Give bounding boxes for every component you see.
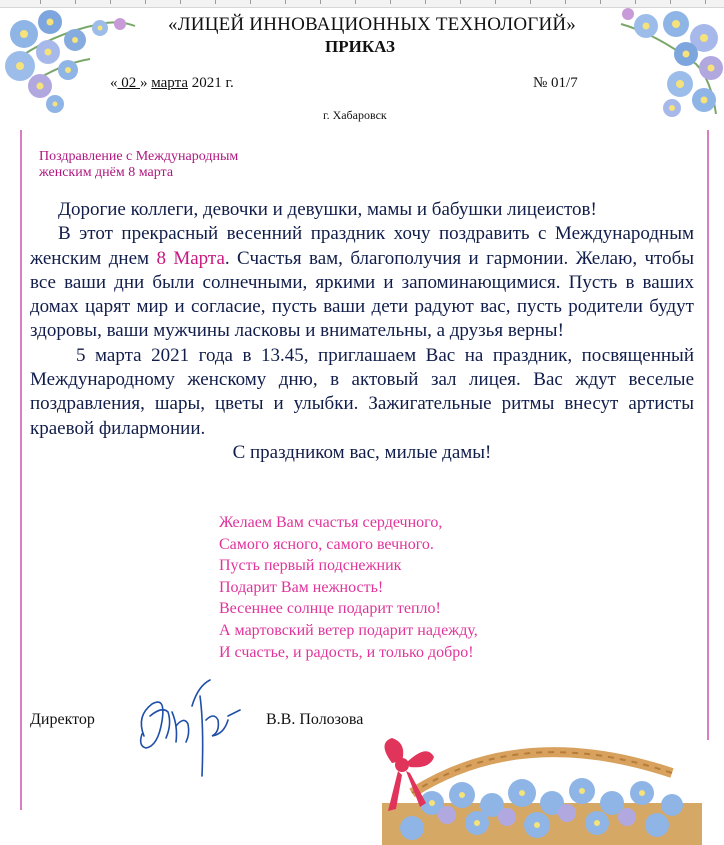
signature-role: Директор [30,711,95,728]
flowers-top-right-decoration [616,4,724,122]
poem-line: Весеннее солнце подарит тепло! [219,600,441,618]
right-border-line [707,130,709,740]
subject-line-1: Поздравление с Международным [39,149,239,164]
holiday-highlight: 8 Марта [156,247,225,269]
poem-line: А мартовский ветер подарит надежду, [219,621,478,639]
poem-line: Подарит Вам нежность! [219,578,384,596]
date-close-quote: » [140,75,148,91]
date-year: 2021 г. [191,75,234,91]
congratulation-text-end: . Счастья вам, благополучия и гармонии. Желаю, чтобы все ваши дни были солнечными, яркими и запоминающимися. Пусть в ваших домах царят мир и согласие, пусть ваши дети радуют вас, пусть родители будут здоровы, ваши мужчины ласковы и внимательны, а друзья верны! [30,247,695,342]
flowers-top-left-decoration [0,4,140,120]
subject-heading [39,149,238,181]
letter-body [30,198,694,465]
handwritten-signature [132,676,242,786]
greeting-paragraph: Дорогие коллеги, девочки и девушки, мамы и бабушки лицеистов! [58,199,597,220]
poem-line: Пусть первый подснежник [219,557,402,575]
poem-line: И счастье, и радость, и только добро! [219,643,474,661]
subject-line-2: женским днём 8 марта [39,165,174,180]
date-open-quote: « [110,75,118,91]
flower-basket-decoration [372,733,702,845]
date-month: марта [151,75,188,91]
invitation-paragraph: 5 марта 2021 года в 13.45, приглашаем Вас на праздник, посвященный Международному женскому дню, в актовый зал лицея. Вас ждут веселые поздравления, шары, цветы и улыбки. Зажигательные ритмы внесут артисты краевой филармонии. [30,344,694,439]
order-number: № 01/7 [533,75,578,91]
left-border-line [20,130,22,810]
congratulation-text-start: В этот прекрасный весенний праздник хочу поздравить с Международным женским днем [30,223,694,269]
date-day: 02 [117,75,140,91]
congratulation-paragraph [30,222,694,343]
organization-name: «ЛИЦЕЙ ИННОВАЦИОННЫХ ТЕХНОЛОГИЙ» [168,14,576,35]
order-date [110,75,234,92]
poem [219,512,478,663]
closing-greeting: С праздником вас, милые дамы! [232,441,492,463]
city-name: г. Хабаровск [323,108,387,122]
poem-line: Желаем Вам счастья сердечного, [219,514,443,531]
poem-line: Самого ясного, самого вечного. [219,535,434,553]
document-type-title: ПРИКАЗ [325,37,395,56]
director-name: В.В. Полозова [266,711,364,728]
